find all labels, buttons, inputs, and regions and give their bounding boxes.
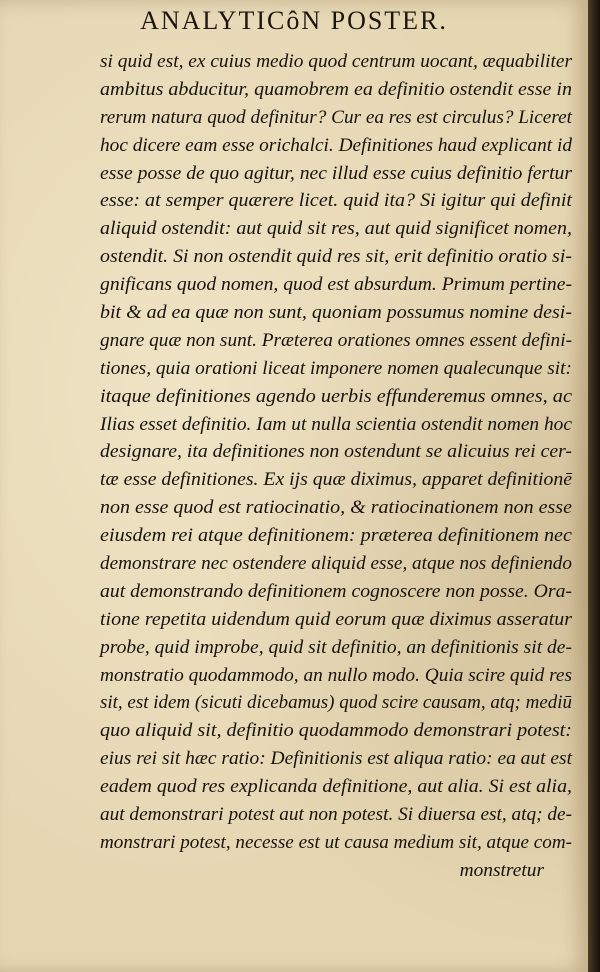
text-line: sit, est idem (sicuti dicebamus) quod scire causam, atq; mediū [100, 692, 572, 714]
text-line: hoc dicere eam esse orichalci. Definitiones haud explicant id [100, 134, 572, 156]
text-line: itaque definitiones agendo uerbis effunderemus omnes, ac [100, 385, 572, 407]
text-line: tæ esse definitiones. Ex ijs quæ diximus, apparet definitionē [100, 469, 572, 491]
text-line: eadem quod res explicanda definitione, aut alia. Si est alia, [100, 776, 572, 798]
text-line: tione repetita uidendum quid eorum quæ diximus asseratur [100, 608, 572, 630]
text-line: monstrari potest, necesse est ut causa medium sit, atque com- [100, 831, 572, 853]
catchword-line: monstretur [459, 859, 544, 881]
text-line: bit & ad ea quæ non sunt, quoniam possumus nomine desi- [100, 302, 572, 324]
text-line: esse: at semper quærere licet. quid ita? Si igitur qui definit [100, 190, 572, 212]
text-line: gnificans quod nomen, quod est absurdum. Primum pertine- [100, 274, 572, 296]
text-line: aliquid ostendit: aut quid sit res, aut quid significet nomen, [100, 218, 572, 240]
text-line: ostendit. Si non ostendit quid res sit, erit definitio oratio si- [100, 246, 572, 268]
text-line: eius rei sit hæc ratio: Definitionis est aliqua ratio: ea aut est [100, 748, 572, 770]
text-line: si quid est, ex cuius medio quod centrum uocant, æquabiliter [100, 51, 572, 72]
text-line: rerum natura quod definitur? Cur ea res est circulus? Liceret [100, 106, 572, 128]
text-line: eiusdem rei atque definitionem: præterea definitionem nec [100, 525, 572, 547]
text-line: ambitus abducitur, quamobrem ea definitio ostendit esse in [100, 78, 572, 100]
text-line: aut demonstrari potest aut non potest. Si diuersa est, atq; de- [100, 804, 572, 826]
text-line: monstratio quodammodo, an nullo modo. Quia scire quid res [100, 664, 572, 686]
text-line: quo aliquid sit, definitio quodammodo demonstrari potest: [100, 720, 572, 742]
text-line: tiones, quia orationi liceat imponere nomen qualecunque sit: [100, 357, 572, 379]
text-block [100, 48, 572, 885]
text-line: esse posse de quo agitur, nec illud esse cuius definitio fertur [100, 162, 572, 184]
text-line: aut demonstrando definitionem cognoscere non posse. Ora- [100, 580, 572, 602]
text-line: Ilias esset definitio. Iam ut nulla scientia ostendit nomen hoc [100, 413, 572, 435]
text-line: probe, quid improbe, quid sit definitio, an definitionis sit de- [100, 636, 572, 658]
text-line: demonstrare nec ostendere aliquid esse, atque nos definiendo [100, 553, 572, 575]
running-head: ANALYTICôN POSTER. [140, 6, 448, 35]
text-line: designare, ita definitiones non ostendunt se alicuius rei cer- [100, 441, 572, 463]
page-edge-shadow [588, 0, 600, 972]
text-line: gnare quæ non sunt. Præterea orationes omnes essent defini- [100, 329, 572, 351]
text-line: non esse quod est ratiocinatio, & ratiocinationem non esse [100, 497, 572, 519]
